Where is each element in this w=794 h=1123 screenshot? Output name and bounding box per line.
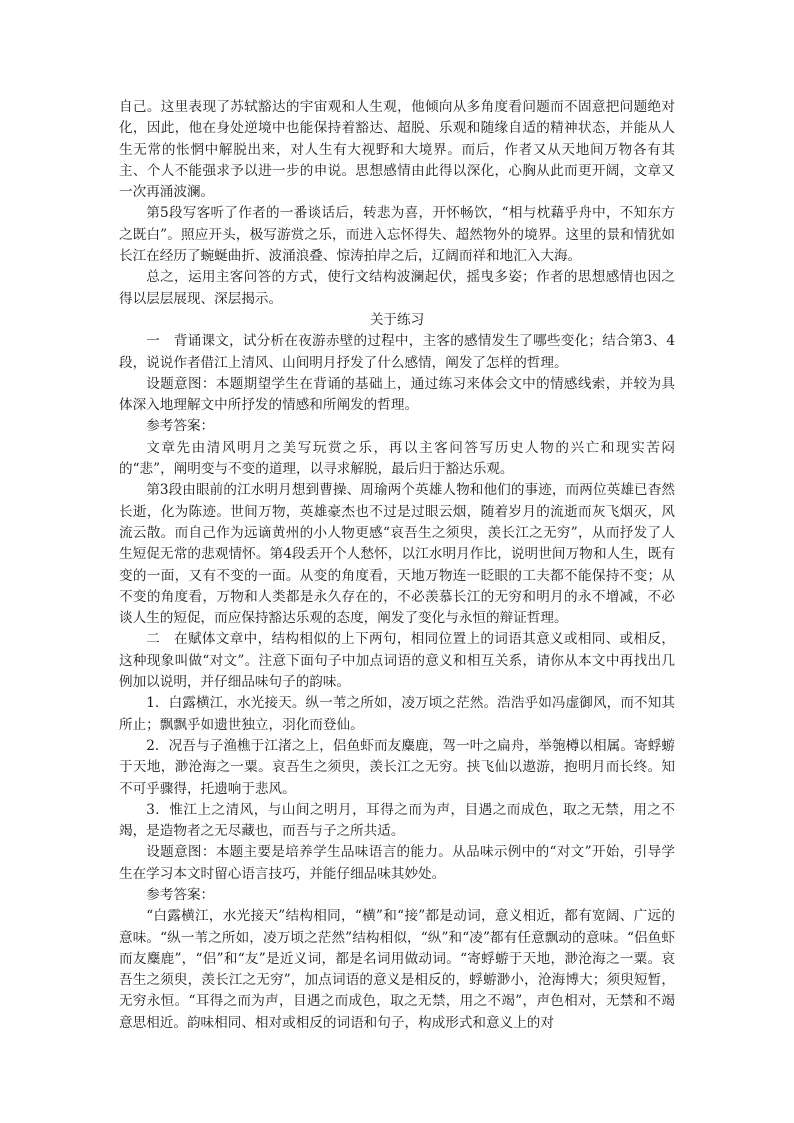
answer-label: 参考答案： [146,886,215,903]
example-sentence: 1．白露横江，水光接天。纵一苇之所如，凌万顷之茫然。浩浩乎如冯虚御风，而不知其所止；飘飘乎如遗世独立，羽化而登仙。 [119,695,675,733]
body-paragraph: 自己。这里表现了苏轼豁达的宇宙观和人生观，他倾向从多角度看问题而不固意把问题绝对化，因此，他在身处逆境中也能保持着豁达、超脱、乐观和随缘自适的精神状态，并能从人生无常的怅惘中解脱出来，对人生有大视野和大境界。而后，作者又从天地间万物各有其主、个人不能强求予以进一步的申说。思想感情由此得以深化，心胸从此而更开阔，文章又一次再涌波澜。 [119,99,675,201]
body-paragraph: 第5段写客听了作者的一番谈话后，转悲为喜，开怀畅饮，“相与枕藉乎舟中，不知东方之既白”。照应开头，极写游赏之乐，而进入忘怀得失、超然物外的境界。这里的景和情犹如长江在经历了蜿蜒曲折、波涌浪叠、惊涛拍岸之后，辽阔而祥和地汇入大海。 [119,205,675,265]
design-intent: 设题意图：本题期望学生在背诵的基础上，通过练习来体会文中的情感线索，并较为具体深入地理解文中所抒发的情感和所阐发的哲理。 [119,375,675,414]
answer-paragraph: 第3段由眼前的江水明月想到曹操、周瑜两个英雄人物和他们的事迹，而两位英雄已杳然长逝，化为陈迹。世间万物，英雄豪杰也不过是过眼云烟，随着岁月的流逝而灰飞烟灭，风流云散。而自己作为远谪黄州的小人物更感“哀吾生之须臾，羡长江之无穷”，从而抒发了人生短促无常的悲观情怀。第4段丢开个人愁怀，以江水明月作比，说明世间万物和人生，既有变的一面，又有不变的一面。从变的角度看，天地万物连一眨眼的工夫都不能保持不变；从不变的角度看，万物和人类都是永久存在的，不必羡慕长江的无穷和明月的永不增减，不必谈人生的短促，而应保持豁达乐观的态度，阐发了变化与永恒的辩证哲理。 [119,482,675,627]
section-title: 关于练习 [369,311,425,328]
design-intent: 设题意图：本题主要是培养学生品味语言的能力。从品味示例中的“对文”开始，引导学生在学习本文时留心语言技巧，并能仔细品味其妙处。 [119,844,675,882]
answer-label: 参考答案： [146,418,215,435]
answer-paragraph: “白露横江，水光接天”结构相同，“横”和“接”都是动词，意义相近，都有宽阔、广远的意味。“纵一苇之所如，凌万顷之茫然”结构相似，“纵”和“凌”都有任意飘动的意味。“侣鱼虾而友麋鹿”，“侣”和“友”是近义词，都是名词用做动词。“寄蜉蝣于天地，渺沧海之一粟。哀吾生之须臾，羡长江之无穷”，加点词语的意义是相反的，蜉蝣渺小，沧海博大；须臾短暂，无穷永恒。“耳得之而为声，目遇之而成色，取之无禁，用之不竭”，声色相对，无禁和不竭意思相近。韵味相同、相对或相反的词语和句子，构成形式和意义上的对 [119,908,675,1031]
exercise-question: 二 在赋体文章中，结构相似的上下两句，相同位置上的词语其意义或相同、或相反，这种现象叫做“对文”。注意下面句子中加点词语的意义和相互关系，请你从本文中再找出几例加以说明，并仔细品味句子的韵味。 [119,631,675,691]
body-paragraph: 总之，运用主客问答的方式，使行文结构波澜起伏，摇曳多姿；作者的思想感情也因之得以层层展现、深层揭示。 [119,269,675,307]
exercise-question: 一 背诵课文，试分析在夜游赤壁的过程中，主客的感情发生了哪些变化；结合第3、4段，说说作者借江上清风、山间明月抒发了什么感情，阐发了怎样的哲理。 [119,333,675,371]
example-sentence: 3．惟江上之清风，与山间之明月，耳得之而为声，目遇之而成色，取之无禁，用之不竭，是造物者之无尽藏也，而吾与子之所共适。 [119,801,675,840]
document-page [119,97,675,1034]
answer-paragraph: 文章先由清风明月之美写玩赏之乐，再以主客问答写历史人物的兴亡和现实苦闷的“悲”，阐明变与不变的道理，以寻求解脱，最后归于豁达乐观。 [119,439,675,478]
example-sentence: 2．况吾与子渔樵于江渚之上，侣鱼虾而友麋鹿，驾一叶之扁舟，举匏樽以相属。寄蜉蝣于天地，渺沧海之一粟。哀吾生之须臾，羡长江之无穷。挟飞仙以遨游，抱明月而长终。知不可乎骤得，托遗响于悲风。 [119,737,675,797]
